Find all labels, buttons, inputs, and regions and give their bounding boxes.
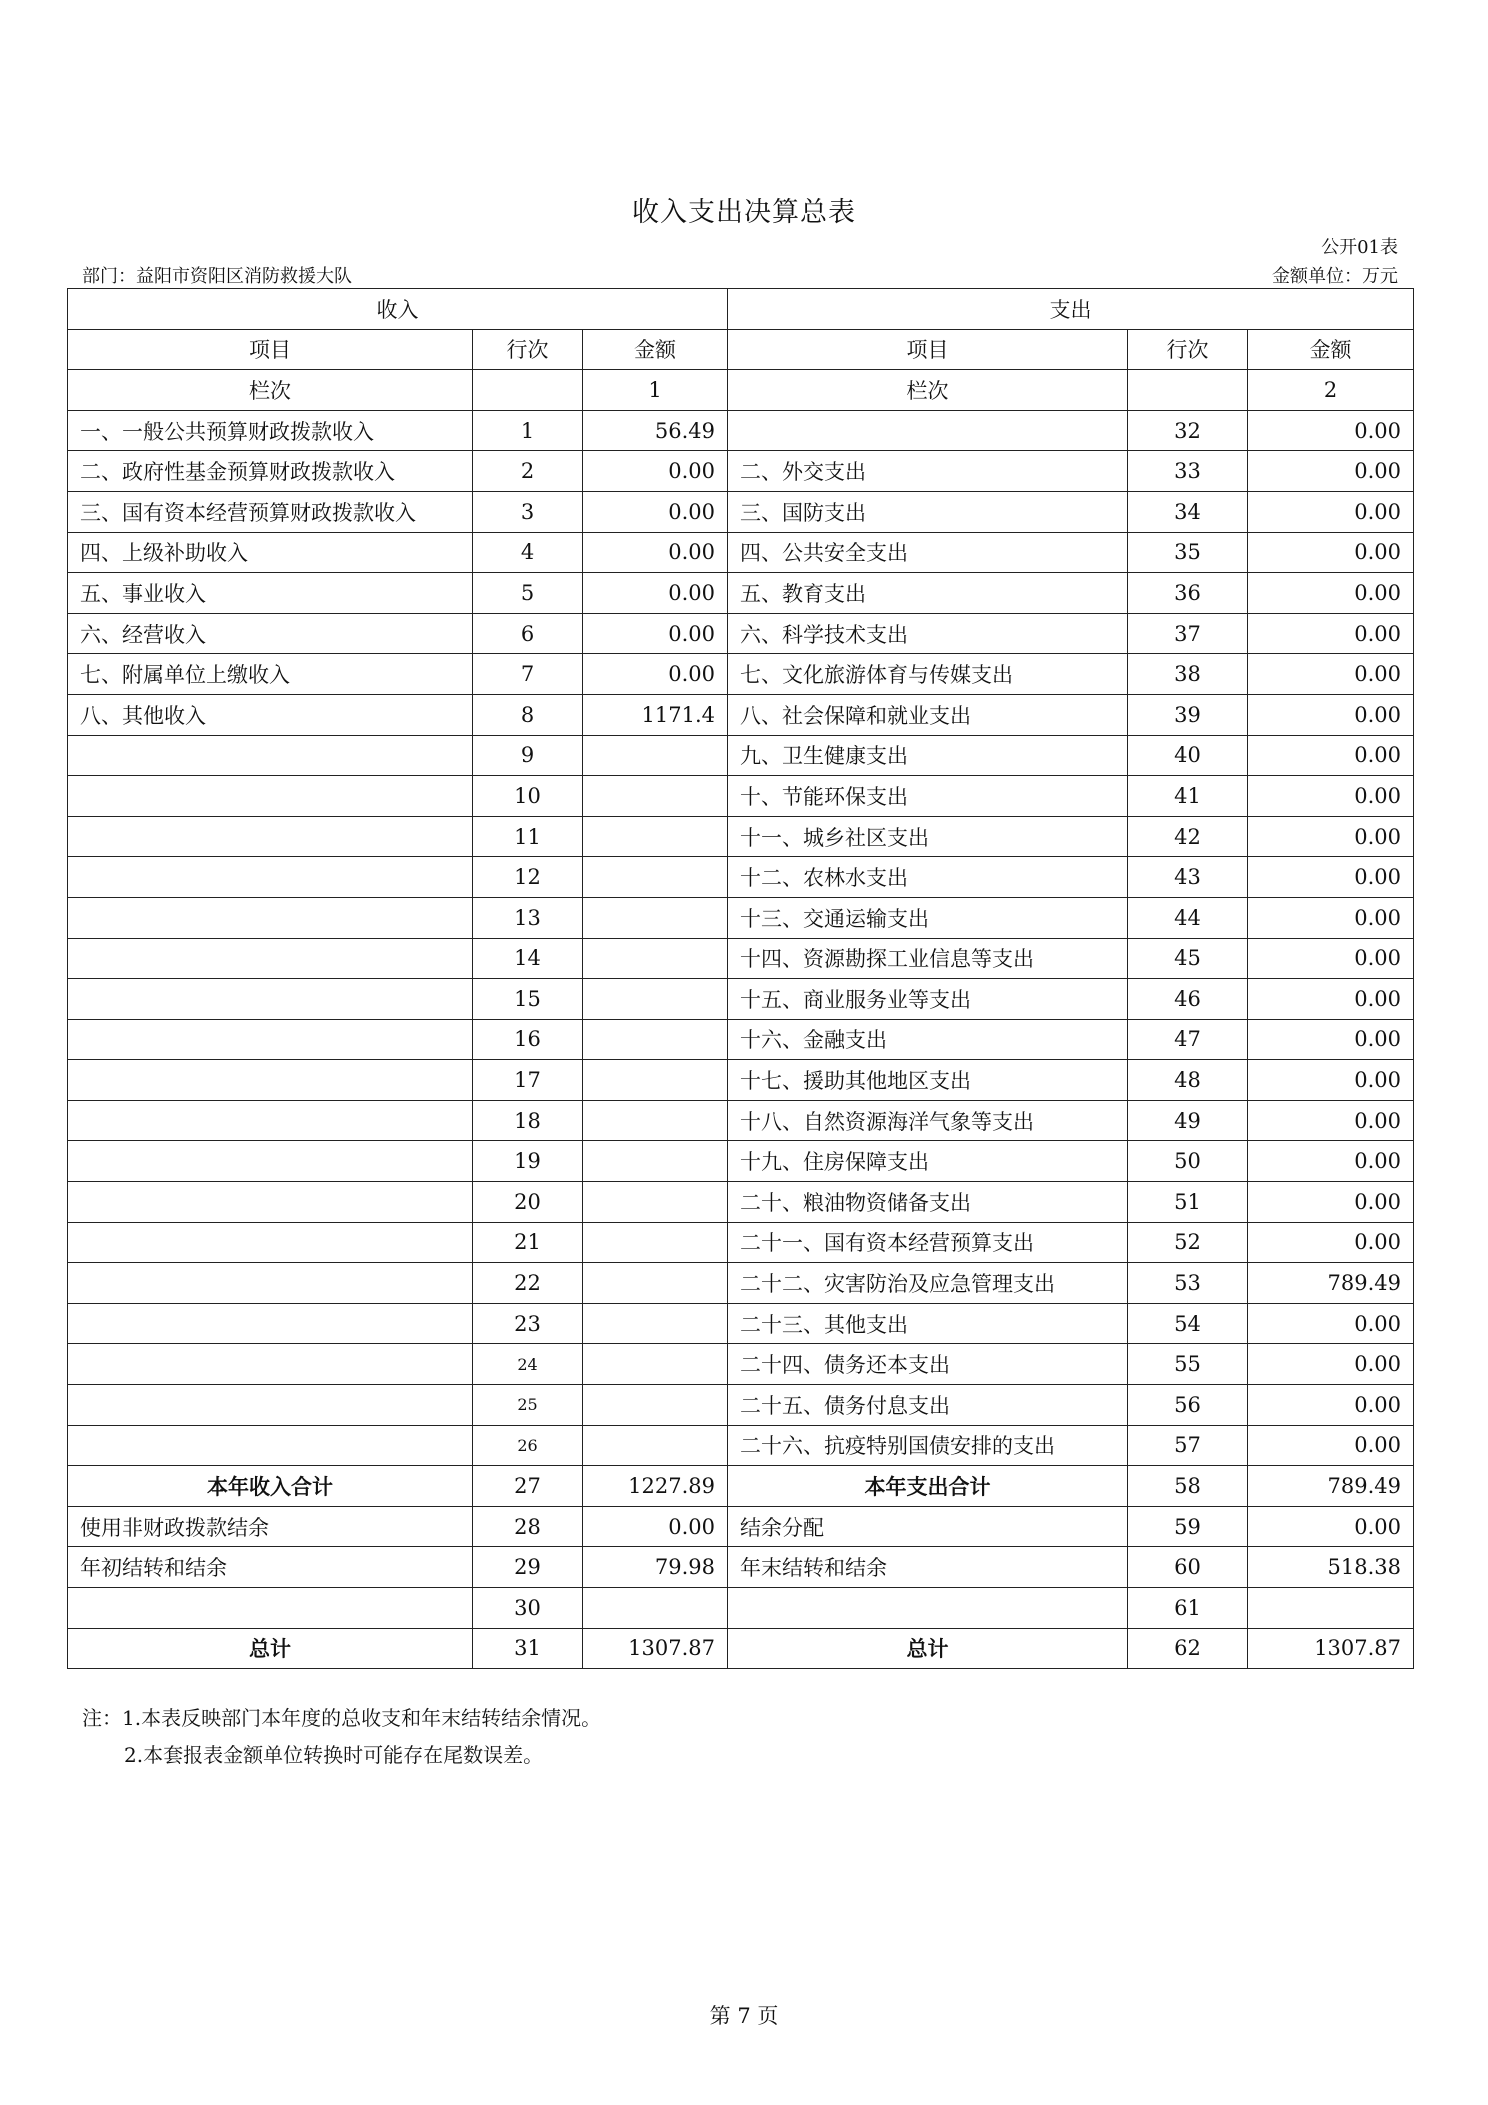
income-item-cell: 五、事业收入 xyxy=(68,573,473,614)
expense-line-cell: 54 xyxy=(1128,1303,1248,1344)
income-amount-cell: 79.98 xyxy=(583,1547,728,1588)
income-line-cell: 12 xyxy=(473,857,583,898)
expense-amount-cell: 0.00 xyxy=(1248,694,1414,735)
income-amount-header: 金额 xyxy=(583,329,728,370)
expense-line-cell: 39 xyxy=(1128,694,1248,735)
income-item-header: 项目 xyxy=(68,329,473,370)
expense-line-cell: 61 xyxy=(1128,1588,1248,1629)
expense-item-cell: 二十六、抗疫特别国债安排的支出 xyxy=(728,1425,1128,1466)
income-item-cell xyxy=(68,1182,473,1223)
income-amount-cell: 0.00 xyxy=(583,532,728,573)
income-item-cell: 使用非财政拨款结余 xyxy=(68,1506,473,1547)
income-line-cell: 20 xyxy=(473,1182,583,1223)
table-row xyxy=(68,1628,1414,1669)
expense-amount-cell: 0.00 xyxy=(1248,1303,1414,1344)
expense-line-cell: 58 xyxy=(1128,1466,1248,1507)
income-line-cell: 31 xyxy=(473,1628,583,1669)
table-row xyxy=(68,1344,1414,1385)
table-row xyxy=(68,491,1414,532)
income-line-cell: 27 xyxy=(473,1466,583,1507)
income-amount-cell: 0.00 xyxy=(583,613,728,654)
table-row xyxy=(68,1182,1414,1223)
notes xyxy=(82,1700,601,1774)
income-amount-cell: 0.00 xyxy=(583,491,728,532)
income-item-cell: 七、附属单位上缴收入 xyxy=(68,654,473,695)
expense-line-cell: 40 xyxy=(1128,735,1248,776)
income-amount-cell xyxy=(583,776,728,817)
expense-line-cell: 59 xyxy=(1128,1506,1248,1547)
expense-item-cell: 十一、城乡社区支出 xyxy=(728,816,1128,857)
expense-item-cell: 二十三、其他支出 xyxy=(728,1303,1128,1344)
expense-line-cell: 46 xyxy=(1128,979,1248,1020)
expense-amount-cell: 0.00 xyxy=(1248,1344,1414,1385)
income-item-cell: 六、经营收入 xyxy=(68,613,473,654)
income-item-cell: 本年收入合计 xyxy=(68,1466,473,1507)
income-amount-cell xyxy=(583,938,728,979)
unit-label: 金额单位：万元 xyxy=(1272,266,1398,287)
expense-amount-cell: 0.00 xyxy=(1248,1141,1414,1182)
expense-amount-cell: 0.00 xyxy=(1248,613,1414,654)
expense-line-cell: 60 xyxy=(1128,1547,1248,1588)
income-item-cell: 一、一般公共预算财政拨款收入 xyxy=(68,410,473,451)
expense-line-cell: 34 xyxy=(1128,491,1248,532)
expense-line-cell: 38 xyxy=(1128,654,1248,695)
income-amount-cell: 0.00 xyxy=(583,654,728,695)
income-line-cell: 14 xyxy=(473,938,583,979)
expense-item-cell: 九、卫生健康支出 xyxy=(728,735,1128,776)
expense-line-cell: 47 xyxy=(1128,1019,1248,1060)
income-item-cell xyxy=(68,857,473,898)
table-row xyxy=(68,573,1414,614)
table-row xyxy=(68,1588,1414,1629)
expense-amount-cell: 0.00 xyxy=(1248,1019,1414,1060)
expense-column-index: 2 xyxy=(1248,370,1414,411)
expense-amount-cell: 0.00 xyxy=(1248,1385,1414,1426)
expense-column-label: 栏次 xyxy=(728,370,1128,411)
expense-item-cell: 二十二、灾害防治及应急管理支出 xyxy=(728,1263,1128,1304)
income-amount-cell xyxy=(583,1344,728,1385)
expense-amount-header: 金额 xyxy=(1248,329,1414,370)
income-item-cell xyxy=(68,938,473,979)
expense-line-cell: 43 xyxy=(1128,857,1248,898)
expense-line-cell: 44 xyxy=(1128,897,1248,938)
income-item-cell xyxy=(68,1588,473,1629)
income-amount-cell xyxy=(583,857,728,898)
expense-line-cell: 37 xyxy=(1128,613,1248,654)
expense-line-cell: 33 xyxy=(1128,451,1248,492)
income-amount-cell: 0.00 xyxy=(583,573,728,614)
expense-line-cell: 51 xyxy=(1128,1182,1248,1223)
page-number: 第 7 页 xyxy=(709,2004,779,2028)
expense-item-cell xyxy=(728,410,1128,451)
expense-item-cell: 二十五、债务付息支出 xyxy=(728,1385,1128,1426)
income-item-cell: 年初结转和结余 xyxy=(68,1547,473,1588)
expense-item-cell: 二十四、债务还本支出 xyxy=(728,1344,1128,1385)
income-item-cell xyxy=(68,1344,473,1385)
expense-amount-cell: 0.00 xyxy=(1248,654,1414,695)
table-row xyxy=(68,1019,1414,1060)
income-item-cell: 三、国有资本经营预算财政拨款收入 xyxy=(68,491,473,532)
expense-amount-cell: 0.00 xyxy=(1248,1182,1414,1223)
income-item-cell xyxy=(68,1060,473,1101)
expense-amount-cell: 0.00 xyxy=(1248,1222,1414,1263)
income-line-cell: 7 xyxy=(473,654,583,695)
income-amount-cell: 1171.4 xyxy=(583,694,728,735)
expense-item-cell: 结余分配 xyxy=(728,1506,1128,1547)
income-line-cell: 9 xyxy=(473,735,583,776)
expense-line-cell: 32 xyxy=(1128,410,1248,451)
income-amount-cell xyxy=(583,735,728,776)
expense-amount-cell: 0.00 xyxy=(1248,1506,1414,1547)
income-line-cell: 17 xyxy=(473,1060,583,1101)
income-line-cell: 15 xyxy=(473,979,583,1020)
income-line-cell: 4 xyxy=(473,532,583,573)
income-amount-cell xyxy=(583,1222,728,1263)
income-item-cell xyxy=(68,1100,473,1141)
expense-item-cell: 十二、农林水支出 xyxy=(728,857,1128,898)
expense-amount-cell: 0.00 xyxy=(1248,532,1414,573)
income-item-cell xyxy=(68,979,473,1020)
expense-amount-cell: 0.00 xyxy=(1248,938,1414,979)
income-item-cell xyxy=(68,776,473,817)
expense-item-cell: 八、社会保障和就业支出 xyxy=(728,694,1128,735)
column-header-row xyxy=(68,329,1414,370)
income-line-cell: 11 xyxy=(473,816,583,857)
expense-amount-cell: 0.00 xyxy=(1248,451,1414,492)
income-amount-cell xyxy=(583,979,728,1020)
income-line-cell: 19 xyxy=(473,1141,583,1182)
expense-amount-cell: 789.49 xyxy=(1248,1263,1414,1304)
table-row xyxy=(68,451,1414,492)
income-line-cell: 6 xyxy=(473,613,583,654)
expense-amount-cell: 0.00 xyxy=(1248,491,1414,532)
income-line-cell: 10 xyxy=(473,776,583,817)
income-line-cell: 16 xyxy=(473,1019,583,1060)
income-line-cell: 23 xyxy=(473,1303,583,1344)
column-index-row xyxy=(68,370,1414,411)
expense-item-cell: 二、外交支出 xyxy=(728,451,1128,492)
expense-line-cell: 62 xyxy=(1128,1628,1248,1669)
expense-line-cell: 53 xyxy=(1128,1263,1248,1304)
expense-item-cell: 十四、资源勘探工业信息等支出 xyxy=(728,938,1128,979)
income-amount-cell: 0.00 xyxy=(583,1506,728,1547)
expense-amount-cell: 0.00 xyxy=(1248,1100,1414,1141)
income-line-cell: 1 xyxy=(473,410,583,451)
expense-item-cell: 二十、粮油物资储备支出 xyxy=(728,1182,1128,1223)
table-row xyxy=(68,1141,1414,1182)
income-line-cell: 21 xyxy=(473,1222,583,1263)
income-amount-cell xyxy=(583,1182,728,1223)
expense-item-cell: 十五、商业服务业等支出 xyxy=(728,979,1128,1020)
expense-item-cell: 六、科学技术支出 xyxy=(728,613,1128,654)
income-item-cell xyxy=(68,1303,473,1344)
expense-amount-cell xyxy=(1248,1588,1414,1629)
table-row xyxy=(68,938,1414,979)
expense-amount-cell: 0.00 xyxy=(1248,897,1414,938)
income-amount-cell xyxy=(583,1263,728,1304)
note-2: 2.本套报表金额单位转换时可能存在尾数误差。 xyxy=(124,1743,544,1767)
expense-line-cell: 56 xyxy=(1128,1385,1248,1426)
expense-line-cell: 45 xyxy=(1128,938,1248,979)
table-row xyxy=(68,1303,1414,1344)
table-row xyxy=(68,1425,1414,1466)
income-amount-cell xyxy=(583,1141,728,1182)
income-amount-cell xyxy=(583,1100,728,1141)
income-line-cell: 8 xyxy=(473,694,583,735)
income-item-cell xyxy=(68,1385,473,1426)
expense-amount-cell: 0.00 xyxy=(1248,735,1414,776)
income-amount-cell xyxy=(583,1425,728,1466)
table-row xyxy=(68,1466,1414,1507)
table-row xyxy=(68,1506,1414,1547)
expense-header: 支出 xyxy=(728,289,1414,330)
expense-amount-cell: 0.00 xyxy=(1248,857,1414,898)
expense-line-cell: 42 xyxy=(1128,816,1248,857)
income-item-cell xyxy=(68,1019,473,1060)
income-item-cell: 二、政府性基金预算财政拨款收入 xyxy=(68,451,473,492)
expense-item-cell: 五、教育支出 xyxy=(728,573,1128,614)
expense-item-header: 项目 xyxy=(728,329,1128,370)
expense-line-cell: 36 xyxy=(1128,573,1248,614)
income-line-cell: 29 xyxy=(473,1547,583,1588)
table-row xyxy=(68,816,1414,857)
department-label: 部门：益阳市资阳区消防救援大队 xyxy=(82,266,352,287)
expense-item-cell xyxy=(728,1588,1128,1629)
income-line-header: 行次 xyxy=(473,329,583,370)
expense-amount-cell: 789.49 xyxy=(1248,1466,1414,1507)
income-amount-cell xyxy=(583,816,728,857)
income-amount-cell: 0.00 xyxy=(583,451,728,492)
income-amount-cell: 56.49 xyxy=(583,410,728,451)
expense-item-cell: 本年支出合计 xyxy=(728,1466,1128,1507)
expense-line-header: 行次 xyxy=(1128,329,1248,370)
table-row xyxy=(68,613,1414,654)
expense-amount-cell: 0.00 xyxy=(1248,1060,1414,1101)
income-amount-cell xyxy=(583,1385,728,1426)
income-column-label: 栏次 xyxy=(68,370,473,411)
expense-line-cell: 49 xyxy=(1128,1100,1248,1141)
table-row xyxy=(68,1263,1414,1304)
expense-item-cell: 十、节能环保支出 xyxy=(728,776,1128,817)
expense-line-cell: 35 xyxy=(1128,532,1248,573)
income-item-cell xyxy=(68,1263,473,1304)
table-row xyxy=(68,1222,1414,1263)
income-amount-cell xyxy=(583,1588,728,1629)
expense-item-cell: 七、文化旅游体育与传媒支出 xyxy=(728,654,1128,695)
income-amount-cell xyxy=(583,1060,728,1101)
section-header-row xyxy=(68,289,1414,330)
income-line-cell: 30 xyxy=(473,1588,583,1629)
income-line-cell: 22 xyxy=(473,1263,583,1304)
income-item-cell xyxy=(68,897,473,938)
expense-amount-cell: 0.00 xyxy=(1248,776,1414,817)
expense-item-cell: 二十一、国有资本经营预算支出 xyxy=(728,1222,1128,1263)
table-row xyxy=(68,776,1414,817)
income-column-index: 1 xyxy=(583,370,728,411)
expense-item-cell: 十七、援助其他地区支出 xyxy=(728,1060,1128,1101)
table-number: 公开01表 xyxy=(1321,237,1398,258)
income-line-cell: 2 xyxy=(473,451,583,492)
income-line-cell: 18 xyxy=(473,1100,583,1141)
income-item-cell xyxy=(68,1222,473,1263)
income-line-cell: 28 xyxy=(473,1506,583,1547)
expense-item-cell: 十九、住房保障支出 xyxy=(728,1141,1128,1182)
income-item-cell: 八、其他收入 xyxy=(68,694,473,735)
expense-line-cell: 48 xyxy=(1128,1060,1248,1101)
expense-item-cell: 四、公共安全支出 xyxy=(728,532,1128,573)
income-line-cell: 26 xyxy=(473,1425,583,1466)
expense-amount-cell: 0.00 xyxy=(1248,1425,1414,1466)
table-row xyxy=(68,532,1414,573)
page-title: 收入支出决算总表 xyxy=(632,197,856,228)
table-row xyxy=(68,654,1414,695)
income-line-cell: 25 xyxy=(473,1385,583,1426)
expense-line-cell: 41 xyxy=(1128,776,1248,817)
income-item-cell xyxy=(68,816,473,857)
income-amount-cell: 1307.87 xyxy=(583,1628,728,1669)
table-row xyxy=(68,979,1414,1020)
expense-line-cell: 57 xyxy=(1128,1425,1248,1466)
expense-item-cell: 十六、金融支出 xyxy=(728,1019,1128,1060)
table-row xyxy=(68,735,1414,776)
income-item-cell: 总计 xyxy=(68,1628,473,1669)
income-expense-table xyxy=(67,288,1414,1669)
income-amount-cell xyxy=(583,1019,728,1060)
expense-amount-cell: 0.00 xyxy=(1248,816,1414,857)
expense-amount-cell: 0.00 xyxy=(1248,410,1414,451)
table-row xyxy=(68,1547,1414,1588)
income-line-cell: 13 xyxy=(473,897,583,938)
table-row xyxy=(68,1385,1414,1426)
income-item-cell xyxy=(68,1141,473,1182)
income-amount-cell: 1227.89 xyxy=(583,1466,728,1507)
expense-item-cell: 十三、交通运输支出 xyxy=(728,897,1128,938)
expense-line-cell: 52 xyxy=(1128,1222,1248,1263)
expense-line-cell: 55 xyxy=(1128,1344,1248,1385)
income-amount-cell xyxy=(583,1303,728,1344)
income-line-cell: 5 xyxy=(473,573,583,614)
income-amount-cell xyxy=(583,897,728,938)
table-row xyxy=(68,694,1414,735)
expense-amount-cell: 1307.87 xyxy=(1248,1628,1414,1669)
expense-amount-cell: 518.38 xyxy=(1248,1547,1414,1588)
income-item-cell xyxy=(68,735,473,776)
expense-amount-cell: 0.00 xyxy=(1248,979,1414,1020)
income-item-cell xyxy=(68,1425,473,1466)
expense-column-blank xyxy=(1128,370,1248,411)
income-item-cell: 四、上级补助收入 xyxy=(68,532,473,573)
table-row xyxy=(68,1100,1414,1141)
expense-item-cell: 十八、自然资源海洋气象等支出 xyxy=(728,1100,1128,1141)
expense-amount-cell: 0.00 xyxy=(1248,573,1414,614)
income-line-cell: 24 xyxy=(473,1344,583,1385)
income-header: 收入 xyxy=(68,289,728,330)
expense-item-cell: 三、国防支出 xyxy=(728,491,1128,532)
expense-line-cell: 50 xyxy=(1128,1141,1248,1182)
expense-item-cell: 年末结转和结余 xyxy=(728,1547,1128,1588)
expense-item-cell: 总计 xyxy=(728,1628,1128,1669)
note-1: 注：1.本表反映部门本年度的总收支和年末结转结余情况。 xyxy=(82,1706,602,1730)
table-row xyxy=(68,410,1414,451)
income-line-cell: 3 xyxy=(473,491,583,532)
table-row xyxy=(68,857,1414,898)
income-column-blank xyxy=(473,370,583,411)
table-row xyxy=(68,1060,1414,1101)
table-row xyxy=(68,897,1414,938)
